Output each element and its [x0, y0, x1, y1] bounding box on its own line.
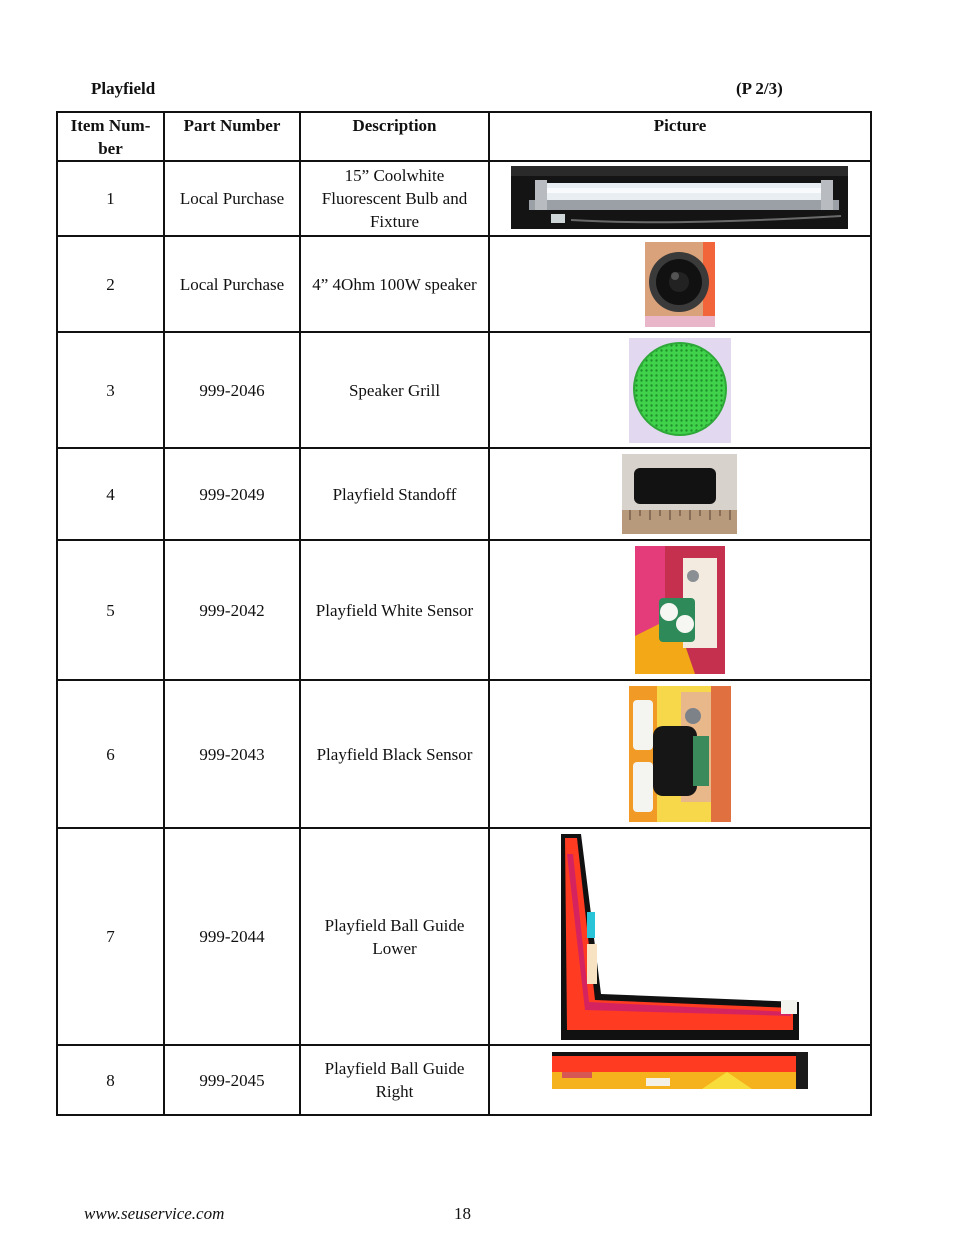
part-description: 4” 4Ohm 100W speaker [300, 236, 489, 332]
table-row [57, 448, 871, 540]
item-number: 4 [57, 448, 164, 540]
table-row [57, 680, 871, 828]
part-number: Local Purchase [164, 161, 300, 236]
speaker-photo [645, 242, 715, 327]
part-number: 999-2045 [164, 1045, 300, 1115]
part-number: 999-2042 [164, 540, 300, 680]
section-title: Playfield [91, 79, 156, 98]
page-number: 18 [454, 1204, 471, 1223]
part-description: Playfield Black Sensor [300, 680, 489, 828]
table-row [57, 540, 871, 680]
column-header-description: Description [300, 112, 489, 161]
ball-guide-lower-photo [561, 834, 799, 1040]
part-number: 999-2049 [164, 448, 300, 540]
page-reference: (P 2/3) [736, 79, 783, 98]
item-number: 3 [57, 332, 164, 448]
item-number: 7 [57, 828, 164, 1045]
fluorescent-bulb-fixture-photo [511, 166, 848, 229]
item-number: 6 [57, 680, 164, 828]
item-number: 8 [57, 1045, 164, 1115]
part-description: Speaker Grill [300, 332, 489, 448]
part-description: Playfield White Sensor [300, 540, 489, 680]
standoff-photo [622, 454, 737, 534]
part-number: 999-2044 [164, 828, 300, 1045]
table-row [57, 332, 871, 448]
table-row [57, 828, 871, 1045]
ball-guide-right-photo [552, 1052, 808, 1089]
black-sensor-photo [629, 686, 731, 822]
part-number: 999-2046 [164, 332, 300, 448]
item-number: 2 [57, 236, 164, 332]
column-header-item: Item Num-ber [57, 112, 164, 161]
item-number: 5 [57, 540, 164, 680]
part-description: 15” Coolwhite Fluorescent Bulb and Fixture [300, 161, 489, 236]
part-description: Playfield Ball Guide Right [300, 1045, 489, 1115]
white-sensor-photo [635, 546, 725, 674]
part-description: Playfield Standoff [300, 448, 489, 540]
column-header-part-number: Part Number [164, 112, 300, 161]
item-number: 1 [57, 161, 164, 236]
table-row [57, 161, 871, 236]
column-header-picture: Picture [489, 112, 871, 161]
table-row [57, 236, 871, 332]
table-row [57, 1045, 871, 1115]
speaker-grill-photo [629, 338, 731, 443]
part-number: Local Purchase [164, 236, 300, 332]
table-header-row [57, 112, 871, 161]
parts-table [56, 111, 872, 1116]
part-number: 999-2043 [164, 680, 300, 828]
part-description: Playfield Ball Guide Lower [300, 828, 489, 1045]
footer-website-url: www.seuservice.com [84, 1204, 225, 1223]
